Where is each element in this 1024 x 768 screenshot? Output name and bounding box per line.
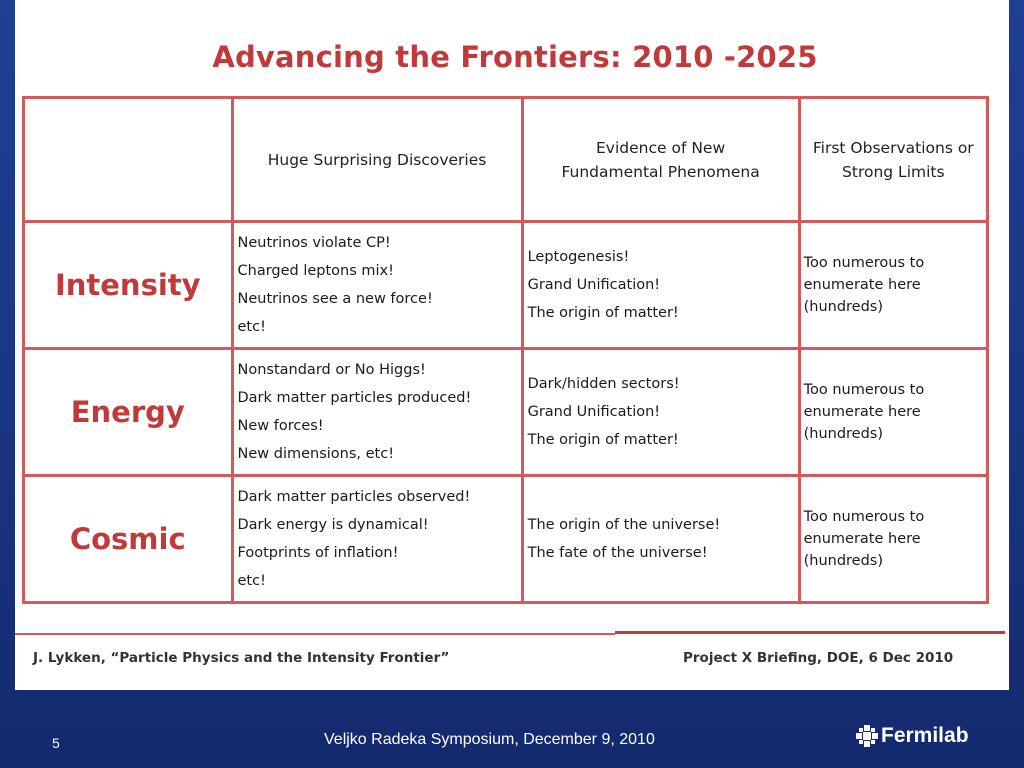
fermilab-logo (856, 724, 969, 748)
observations-cell: Too numerous to enumerate here (hundreds) (799, 476, 987, 603)
list-item: New dimensions, etc! (237, 446, 395, 462)
list-item: Leptogenesis! (527, 249, 630, 265)
empty-corner-cell (24, 98, 233, 222)
column-header-observations-text: First Observations or Strong Limits (812, 138, 974, 181)
observations-cell: Too numerous to enumerate here (hundreds) (799, 349, 987, 476)
slide-panel (15, 0, 1009, 690)
phenomena-cell (522, 349, 799, 476)
slide-number: 5 (52, 735, 60, 751)
list-item: Neutrinos violate CP! (237, 235, 391, 251)
discoveries-cell (232, 222, 522, 349)
citation-author: J. Lykken, “Particle Physics and the Intensity Frontier” (33, 650, 450, 666)
list-item: The origin of matter! (527, 305, 679, 321)
list-item: Dark energy is dynamical! (237, 517, 429, 533)
row-header-energy: Energy (24, 349, 233, 476)
column-header-phenomena (522, 98, 799, 222)
phenomena-cell (522, 476, 799, 603)
row-header-intensity: Intensity (24, 222, 233, 349)
list-item: Grand Unification! (527, 277, 661, 293)
list-item: etc! (237, 319, 266, 335)
fermilab-logo-icon (856, 725, 878, 747)
slide-title: Advancing the Frontiers: 2010 -2025 (212, 40, 818, 74)
phenomena-cell (522, 222, 799, 349)
list-item: The fate of the universe! (527, 545, 708, 561)
row-header-cosmic: Cosmic (24, 476, 233, 603)
list-item: Dark matter particles produced! (237, 390, 472, 406)
list-item: Footprints of inflation! (237, 545, 399, 561)
list-item: Dark/hidden sectors! (527, 376, 680, 392)
observations-cell: Too numerous to enumerate here (hundreds) (799, 222, 987, 349)
table-header-row (24, 98, 988, 222)
list-item: Nonstandard or No Higgs! (237, 362, 426, 378)
footer-text: Veljko Radeka Symposium, December 9, 2010 (324, 731, 655, 748)
list-item: Neutrinos see a new force! (237, 291, 433, 307)
table-row (24, 222, 988, 349)
list-item: etc! (237, 573, 266, 589)
discoveries-cell (232, 476, 522, 603)
list-item: Charged leptons mix! (237, 263, 394, 279)
citation-divider (15, 633, 615, 635)
citation-divider-accent (615, 631, 1005, 634)
list-item: New forces! (237, 418, 324, 434)
table-row (24, 476, 988, 603)
list-item: Grand Unification! (527, 404, 661, 420)
list-item: Dark matter particles observed! (237, 489, 471, 505)
fermilab-logo-text: Fermilab (881, 724, 969, 747)
column-header-discoveries: Huge Surprising Discoveries (232, 98, 522, 222)
citation-source: Project X Briefing, DOE, 6 Dec 2010 (683, 650, 954, 666)
discoveries-cell (232, 349, 522, 476)
frontiers-table (22, 96, 989, 604)
column-header-phenomena-text: Evidence of New Fundamental Phenomena (561, 138, 760, 181)
column-header-observations (799, 98, 987, 222)
list-item: The origin of matter! (527, 432, 679, 448)
table-row (24, 349, 988, 476)
list-item: The origin of the universe! (527, 517, 721, 533)
